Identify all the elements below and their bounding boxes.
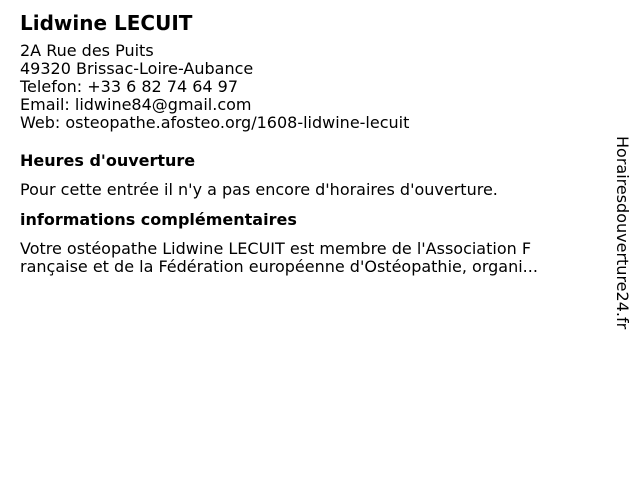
email-address[interactable]: Email: lidwine84@gmail.com xyxy=(20,95,252,114)
additional-info-text xyxy=(20,240,590,276)
additional-info-heading: informations complémentaires xyxy=(20,210,297,229)
site-brand-vertical[interactable] xyxy=(611,136,633,344)
website-link[interactable]: Web: osteopathe.afosteo.org/1608-lidwine-lecuit xyxy=(20,113,410,132)
street-address: 2A Rue des Puits xyxy=(20,41,154,60)
site-brand-text: Horairesdouverture24.fr xyxy=(613,136,632,330)
city-postal: 49320 Brissac-Loire-Aubance xyxy=(20,59,254,78)
phone-number[interactable]: Telefon: +33 6 82 74 64 97 xyxy=(20,77,239,96)
listing-card xyxy=(20,10,590,276)
address-block xyxy=(20,42,590,132)
listing-title: Lidwine LECUIT xyxy=(20,11,193,35)
additional-info-line-2: rançaise et de la Fédération européenne d'Ostéopathie, organi... xyxy=(20,257,538,276)
additional-info-line-1: Votre ostéopathe Lidwine LECUIT est membre de l'Association F xyxy=(20,239,532,258)
opening-hours-text: Pour cette entrée il n'y a pas encore d'horaires d'ouverture. xyxy=(20,180,498,199)
opening-hours-heading: Heures d'ouverture xyxy=(20,151,196,170)
